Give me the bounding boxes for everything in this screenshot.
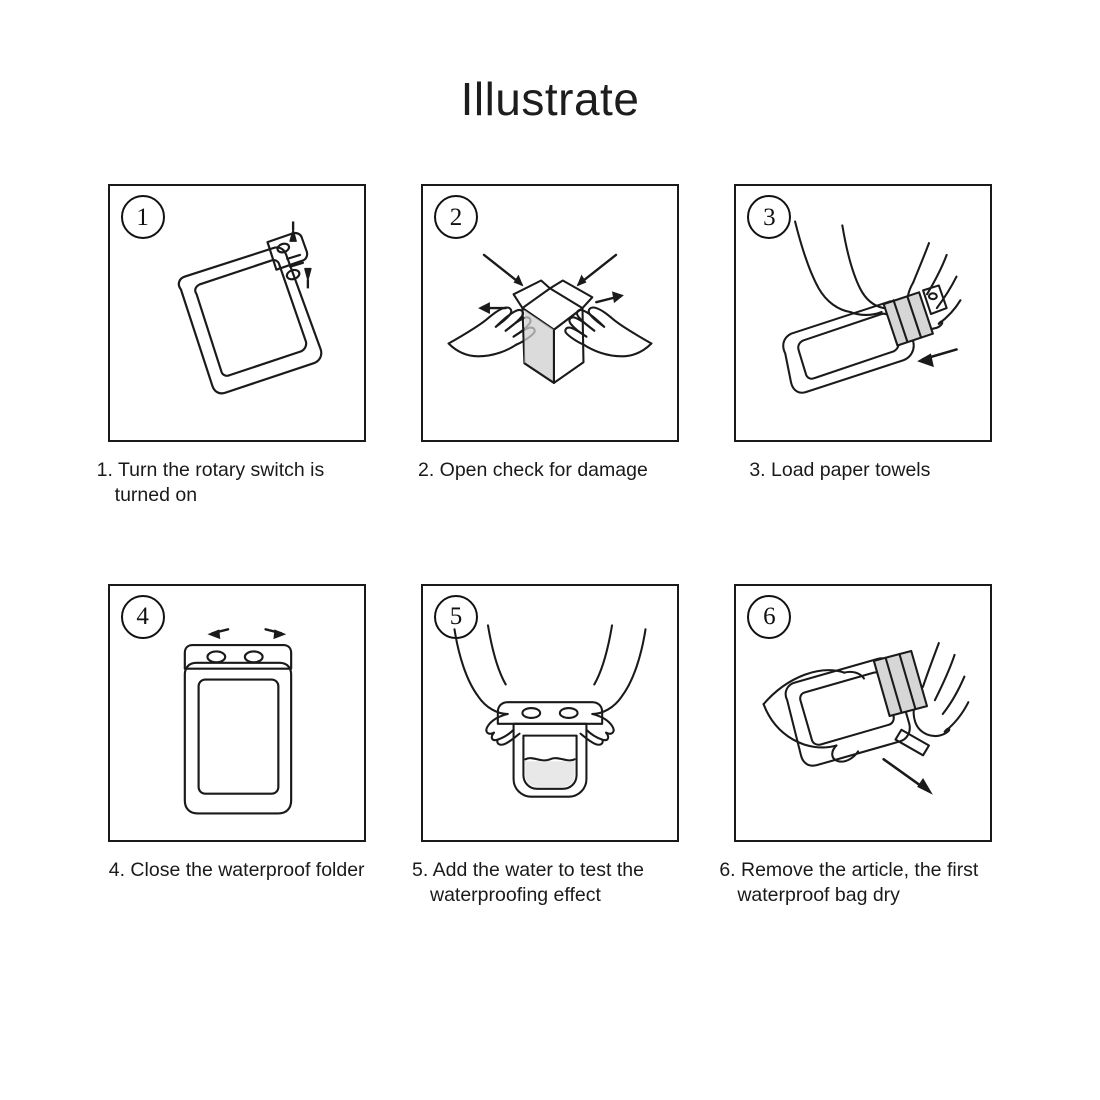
step-3 <box>707 184 1020 508</box>
step-4-caption-line1: 4. Close the waterproof folder <box>108 858 365 881</box>
step-3-illustration <box>736 186 990 440</box>
step-3-caption-line1: 3. Load paper towels <box>749 459 931 481</box>
step-4-illustration <box>110 586 364 840</box>
step-1-panel <box>108 184 366 442</box>
step-5-caption-line1: 5. Add the water to test the <box>411 858 644 881</box>
steps-grid <box>0 184 1100 908</box>
step-6-panel <box>734 584 992 842</box>
step-4-number-badge: 4 <box>121 595 165 639</box>
step-4-caption <box>91 858 383 883</box>
step-6-number-badge: 6 <box>747 595 791 639</box>
step-3-number-badge: 3 <box>747 195 791 239</box>
step-3-caption <box>717 458 1009 483</box>
step-2-panel <box>421 184 679 442</box>
step-2-caption <box>404 458 696 483</box>
step-2-number-badge: 2 <box>434 195 478 239</box>
step-1-caption-line1: 1. Turn the rotary switch is <box>96 459 325 481</box>
step-6-illustration <box>736 586 990 840</box>
step-6-caption <box>717 858 1009 908</box>
step-5-caption-line2: waterproofing effect <box>429 883 601 906</box>
step-6-caption-line1: 6. Remove the article, the first <box>719 858 979 881</box>
step-1-caption-line2: turned on <box>114 483 198 506</box>
step-5-panel <box>421 584 679 842</box>
step-5 <box>393 584 706 908</box>
step-5-illustration <box>423 586 677 840</box>
step-1-number-badge: 1 <box>121 195 165 239</box>
step-4-panel <box>108 584 366 842</box>
step-2-caption-line1: 2. Open check for damage <box>417 459 648 481</box>
step-2 <box>393 184 706 508</box>
step-6-caption-line2: waterproof bag dry <box>737 883 900 906</box>
page-title: Illustrate <box>460 73 640 125</box>
step-6 <box>707 584 1020 908</box>
step-1-caption <box>91 458 383 508</box>
step-4 <box>80 584 393 908</box>
step-1 <box>80 184 393 508</box>
step-5-caption <box>404 858 696 908</box>
step-1-illustration <box>110 186 364 440</box>
step-3-panel <box>734 184 992 442</box>
step-2-illustration <box>423 186 677 440</box>
step-5-number-badge: 5 <box>434 595 478 639</box>
